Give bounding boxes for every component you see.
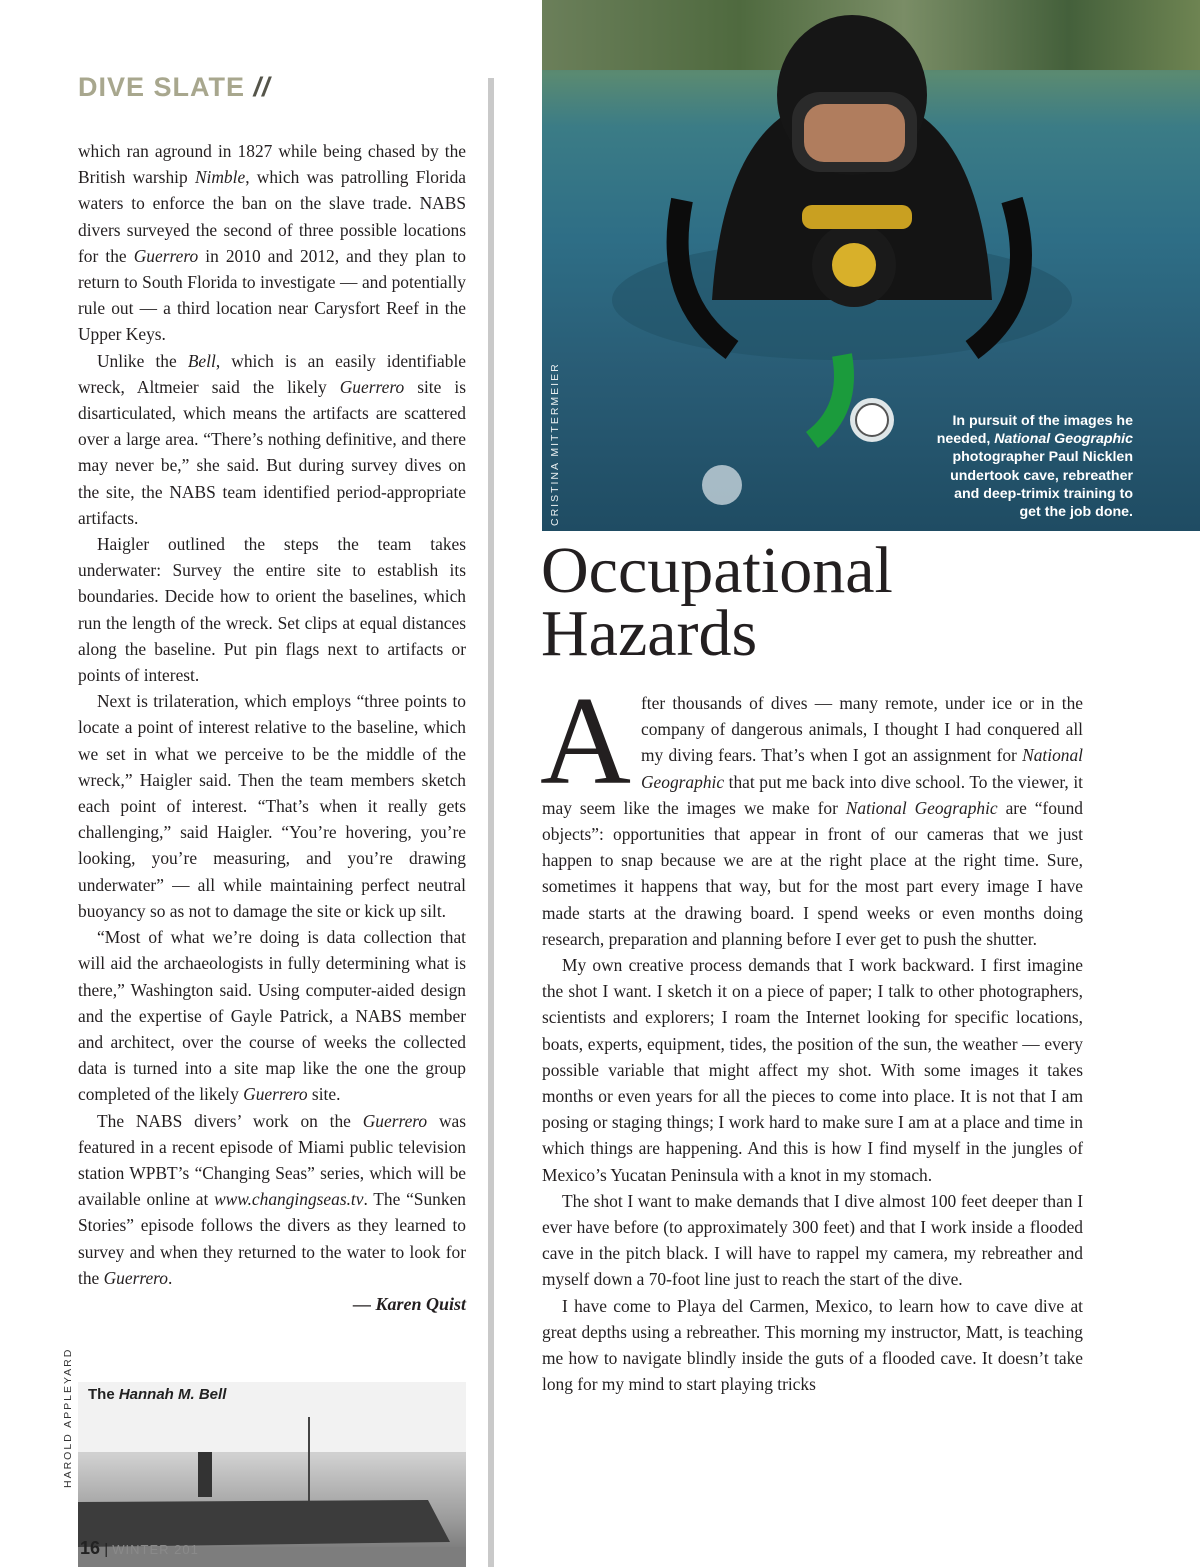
website-link[interactable]: www.changingseas.tv	[214, 1189, 364, 1210]
caption-publication: National Geographic	[994, 431, 1133, 448]
article-paragraph-1	[540, 672, 1084, 952]
left-paragraph-4: Next is trilateration, which employs “three points to locate a point of interest relative to the baseline, which we set in what we perceive to be the middle of the wreck,” Haigler said. Then the team members sketch each point of interest. “That’s when it really gets challenging,” said Haigler. “You’re hovering, you’re looking, you’re measuring, and you’re drawing underwater” — all while maintaining perfect neutral buoyancy so as not to damage the site or kick up silt.	[78, 691, 466, 921]
title-line-2: Hazards	[541, 597, 758, 670]
page-folio	[80, 1538, 199, 1559]
ship-name: Bell	[187, 350, 216, 371]
photo-caption	[933, 412, 1133, 521]
text-run: . The “Sunken Stories” episode follows the divers as they learned to survey and when they returned to the water to look for the	[78, 1189, 466, 1288]
caption-text: In pursuit of the images he needed,	[936, 413, 1133, 448]
text-run: site is disarticulated, which means the artifacts are scattered over a large area. “There’s nothing definitive, and there may never be,” she said. But during survey dives on the site, the NABS team identified period-appropriate artifacts.	[78, 376, 466, 528]
ship-title-text: The	[88, 1386, 119, 1403]
ship-name: Guerrero	[243, 1084, 308, 1105]
text-run: in 2010 and 2012, and they plan to return to South Florida to investigate — and potentially rule out — a third location near Carysfort Reef in the Upper Keys.	[78, 245, 466, 345]
section-header	[78, 72, 271, 103]
text-run: site.	[307, 1084, 341, 1105]
folio-separator: |	[104, 1541, 109, 1558]
text-run: , which is an easily identifiable wreck, Altmeier said the likely	[78, 350, 467, 397]
text-run: .	[168, 1267, 173, 1288]
ship-name: Nimble	[194, 167, 246, 188]
article-body	[540, 672, 1084, 1397]
regulator-ring	[832, 243, 876, 287]
text-run: was featured in a recent episode of Miami public television station WPBT’s “Changing Seas” series, which will be available online at	[78, 1110, 466, 1210]
caption-text: photographer Paul Nicklen undertook cave, rebreather and deep-trimix training to get the job done.	[950, 449, 1133, 521]
ship-name: Guerrero	[133, 245, 199, 266]
mast	[308, 1417, 310, 1507]
ship-name: Guerrero	[362, 1110, 428, 1131]
text-run: “Most of what we’re doing is data collection that will aid the archaeologists in fully determining what is there,” Washington said. Using computer-aided design and the expertise of Gayle Patrick, a NABS member and architect, over the course of weeks the collected data is turned into a site map like the one the group completed of the likely	[78, 927, 466, 1105]
column-divider	[488, 78, 494, 1567]
diver-mask-icon	[792, 92, 917, 172]
left-paragraph-6	[78, 1108, 466, 1291]
ship-photo-title	[88, 1386, 226, 1403]
text-run: that put me back into dive school. To the viewer, it may seem like the images we make for	[542, 771, 1083, 818]
ship-name: Guerrero	[339, 376, 405, 397]
author-signature: — Karen Quist	[352, 1293, 466, 1314]
top-photo-credit: CRISTINA MITTERMEIER	[549, 362, 561, 526]
publication-name: National Geographic	[641, 745, 1083, 792]
title-line-1: Occupational	[541, 534, 893, 607]
left-column	[78, 138, 466, 1317]
article-paragraph-2: My own creative process demands that I work backward. I first imagine the shot I want. I sketch it on a piece of paper; I talk to other photographers, scientists and explorers; I roam the Internet looking for specific locations, boats, experts, equipment, tides, the position of the sun, the weather — every possible variable that might affect my shot. With some images it takes months or even years for all the pieces to come into place. It is not that I am posing or staging things; I work hard to make sure I am at a place and time in which things are happening. And this is how I find myself in the jungles of Mexico’s Yucatan Peninsula with a knot in my stomach.	[542, 955, 1083, 1185]
smokestack	[198, 1452, 212, 1497]
pressure-gauge-icon	[812, 355, 894, 442]
left-paragraph-5	[78, 924, 466, 1107]
bottom-photo-credit: HAROLD APPLEYARD	[62, 1347, 74, 1488]
article-title	[541, 534, 893, 670]
text-run: Unlike the	[97, 350, 188, 371]
page-number: 16	[80, 1538, 101, 1558]
left-paragraph-3: Haigler outlined the steps the team takes underwater: Survey the entire site to establish its boundaries. Decide how to orient the baselines, which run the length of the wreck. Set clips at equal distances along the baseline. Put pin flags next to artifacts or points of interest.	[78, 534, 466, 686]
text-run: , which was patrolling Florida waters to enforce the ban on the slave trade. NABS divers surveyed the second of three possible locations for the	[78, 167, 466, 266]
article-paragraph-3: The shot I want to make demands that I dive almost 100 feet deeper than I ever have before (to approximately 300 feet) and that I work inside a flooded cave in the pitch black. I will have to rappel my camera, my rebreather and myself down a 70-foot line just to reach the start of the dive.	[542, 1190, 1083, 1290]
section-title: DIVE SLATE	[78, 72, 246, 102]
drop-cap: A	[540, 672, 631, 811]
left-paragraph-1	[78, 138, 466, 348]
article-paragraph-4: I have come to Playa del Carmen, Mexico, to learn how to cave dive at great depths using a rebreather. This morning my instructor, Matt, is teaching me how to navigate blindly inside the guts of a flooded cave. It doesn’t take long for my mind to start playing tricks	[542, 1295, 1083, 1395]
section-slash: //	[253, 72, 271, 102]
text-run: are “found objects”: opportunities that appear in front of our cameras that we just happen to snap because we are at the right place at the right time. Sure, sometimes it happens that way, but for the most part every image I have made starts at the drawing board. I spend weeks or even months doing research, preparation and planning before I ever get to push the shutter.	[542, 797, 1084, 949]
publication-name: National Geographic	[845, 797, 998, 818]
text-run: which ran aground in 1827 while being chased by the British warship	[78, 141, 466, 188]
left-paragraph-2	[78, 348, 466, 531]
text-run: fter thousands of dives — many remote, under ice or in the company of dangerous animals, I thought I had conquered all my diving fears. That’s when I got an assignment for	[641, 693, 1083, 766]
air-bubble	[702, 465, 742, 505]
issue-season: WINTER 201	[112, 1542, 199, 1557]
loop-hose	[802, 205, 912, 229]
ship-title-name: Hannah M. Bell	[118, 1386, 227, 1403]
text-run: The NABS divers’ work on the	[97, 1110, 363, 1131]
ship-name: Guerrero	[103, 1267, 168, 1288]
